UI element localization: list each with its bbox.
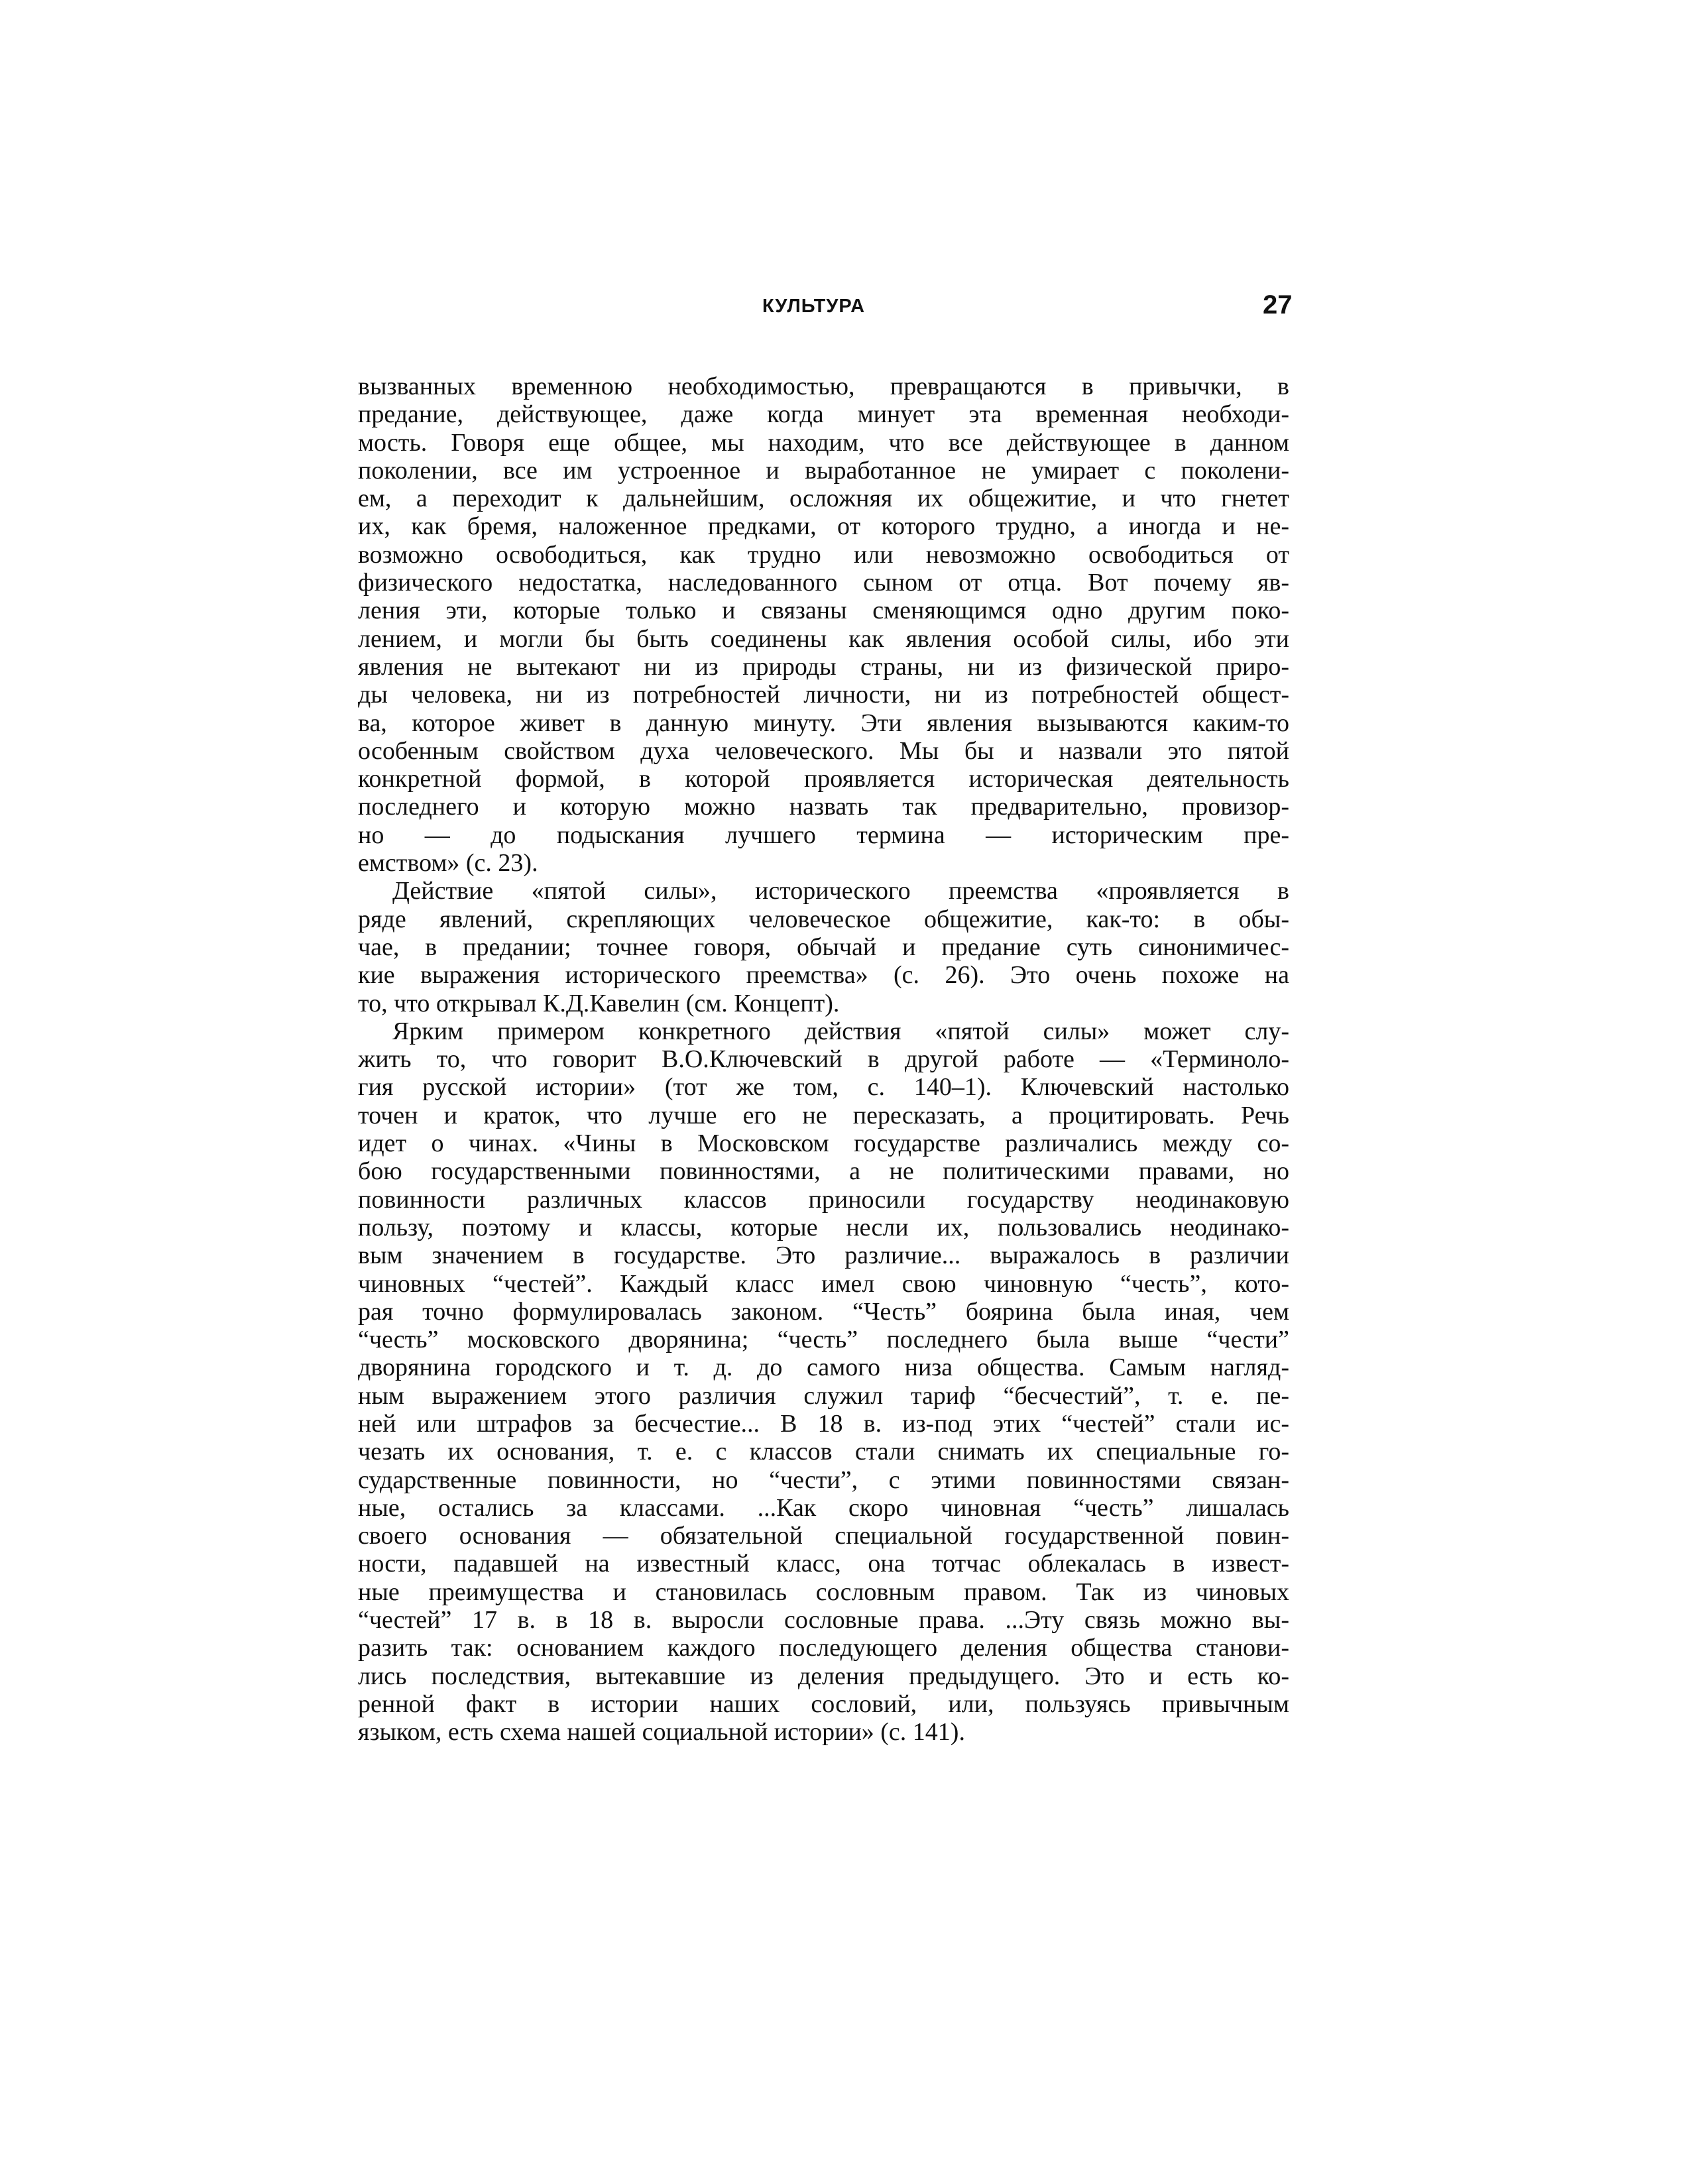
text-line: разить так: основанием каждого последующего деления общества станови-: [358, 1634, 1289, 1662]
text-line: лением, и могли бы быть соединены как явления особой силы, ибо эти: [358, 624, 1289, 653]
text-line: поколении, все им устроенное и выработанное не умирает с поколени-: [358, 456, 1289, 485]
text-line: чезать их основания, т. е. с классов стали снимать их специальные го-: [358, 1438, 1289, 1466]
text-line: явления не вытекают ни из природы страны, ни из физической приро-: [358, 652, 1289, 681]
text-line: бою государственными повинностями, а не политическими правами, но: [358, 1157, 1289, 1186]
text-line: возможно освободиться, как трудно или невозможно освободиться от: [358, 540, 1289, 569]
text-line: Действие «пятой силы», исторического преемства «проявляется в: [392, 877, 1289, 905]
text-line: пользу, поэтому и классы, которые несли их, пользовались неодинако-: [358, 1213, 1289, 1241]
text-line: сударственные повинности, но “чести”, с этими повинностями связан-: [358, 1466, 1289, 1494]
text-line: жить то, что говорит В.О.Ключевский в другой работе — «Терминоло-: [358, 1045, 1289, 1074]
text-line: ности, падавшей на известный класс, она тотчас облекалась в извест-: [358, 1550, 1289, 1578]
text-line: их, как бремя, наложенное предками, от которого трудно, а иногда и не-: [358, 512, 1289, 541]
text-line: ренной факт в истории наших сословий, или, пользуясь привычным: [358, 1690, 1289, 1718]
text-line: емством» (с. 23).: [358, 849, 538, 878]
text-line: последнего и которую можно назвать так предварительно, провизор-: [358, 793, 1289, 821]
text-line: идет о чинах. «Чины в Московском государстве различались между со-: [358, 1129, 1289, 1158]
text-line: физического недостатка, наследованного сыном от отца. Вот почему яв-: [358, 569, 1289, 597]
text-line: ва, которое живет в данную минуту. Эти явления вызываются каким-то: [358, 709, 1289, 737]
text-line: то, что открывал К.Д.Кавелин (см. Концепт).: [358, 989, 840, 1017]
text-line: ным выражением этого различия служил тариф “бесчестий”, т. е. пе-: [358, 1381, 1289, 1410]
text-line: ные, остались за классами. ...Как скоро чиновная “честь” лишалась: [358, 1493, 1289, 1522]
text-line: “честей” 17 в. в 18 в. выросли сословные права. ...Эту связь можно вы-: [358, 1606, 1289, 1635]
text-line: предание, действующее, даже когда минует эта временная необходи-: [358, 400, 1289, 429]
text-line: гия русской истории» (тот же том, с. 140–1). Ключевский настолько: [358, 1073, 1289, 1102]
text-line: Ярким примером конкретного действия «пятой силы» может слу-: [392, 1017, 1289, 1045]
text-line: вым значением в государстве. Это различие... выражалось в различии: [358, 1241, 1289, 1270]
text-line: рая точно формулировалась законом. “Честь” боярина была иная, чем: [358, 1297, 1289, 1326]
text-line: ления эти, которые только и связаны сменяющимся одно другим поко-: [358, 597, 1289, 625]
text-line: чае, в предании; точнее говоря, обычай и предание суть синонимичес-: [358, 933, 1289, 961]
text-line: ды человека, ни из потребностей личности, ни из потребностей общест-: [358, 681, 1289, 709]
page-number: 27: [1263, 290, 1293, 319]
text-line: ные преимущества и становилась сословным правом. Так из чиновых: [358, 1578, 1289, 1606]
text-line: языком, есть схема нашей социальной истории» (с. 141).: [358, 1718, 965, 1747]
text-line: повинности различных классов приносили государству неодинаковую: [358, 1185, 1289, 1214]
text-line: конкретной формой, в которой проявляется историческая деятельность: [358, 765, 1289, 793]
text-line: особенным свойством духа человеческого. Мы бы и назвали это пятой: [358, 736, 1289, 765]
text-line: ряде явлений, скрепляющих человеческое общежитие, как-то: в обы-: [358, 905, 1289, 933]
text-line: “честь” московского дворянина; “честь” последнего была выше “чести”: [358, 1326, 1289, 1354]
body-text: [358, 373, 1289, 1747]
text-line: лись последствия, вытекавшие из деления предыдущего. Это и есть ко-: [358, 1662, 1289, 1690]
text-line: но — до подыскания лучшего термина — историческим пре-: [358, 821, 1289, 849]
text-line: ем, а переходит к дальнейшим, осложняя их общежитие, и что гнетет: [358, 485, 1289, 513]
text-line: вызванных временною необходимостью, превращаются в привычки, в: [358, 373, 1289, 400]
running-head: КУЛЬТУРА: [762, 296, 866, 317]
text-line: мость. Говоря еще общее, мы находим, что все действующее в данном: [358, 428, 1289, 457]
text-line: чиновных “честей”. Каждый класс имел свою чиновную “честь”, кото-: [358, 1269, 1289, 1298]
text-line: кие выражения исторического преемства» (с. 26). Это очень похоже на: [358, 961, 1289, 990]
text-line: своего основания — обязательной специальной государственной повин-: [358, 1522, 1289, 1550]
text-line: дворянина городского и т. д. до самого низа общества. Самым нагляд-: [358, 1353, 1289, 1382]
text-line: ней или штрафов за бесчестие... В 18 в. из-под этих “честей” стали ис-: [358, 1409, 1289, 1438]
text-line: точен и краток, что лучше его не пересказать, а процитировать. Речь: [358, 1101, 1289, 1129]
